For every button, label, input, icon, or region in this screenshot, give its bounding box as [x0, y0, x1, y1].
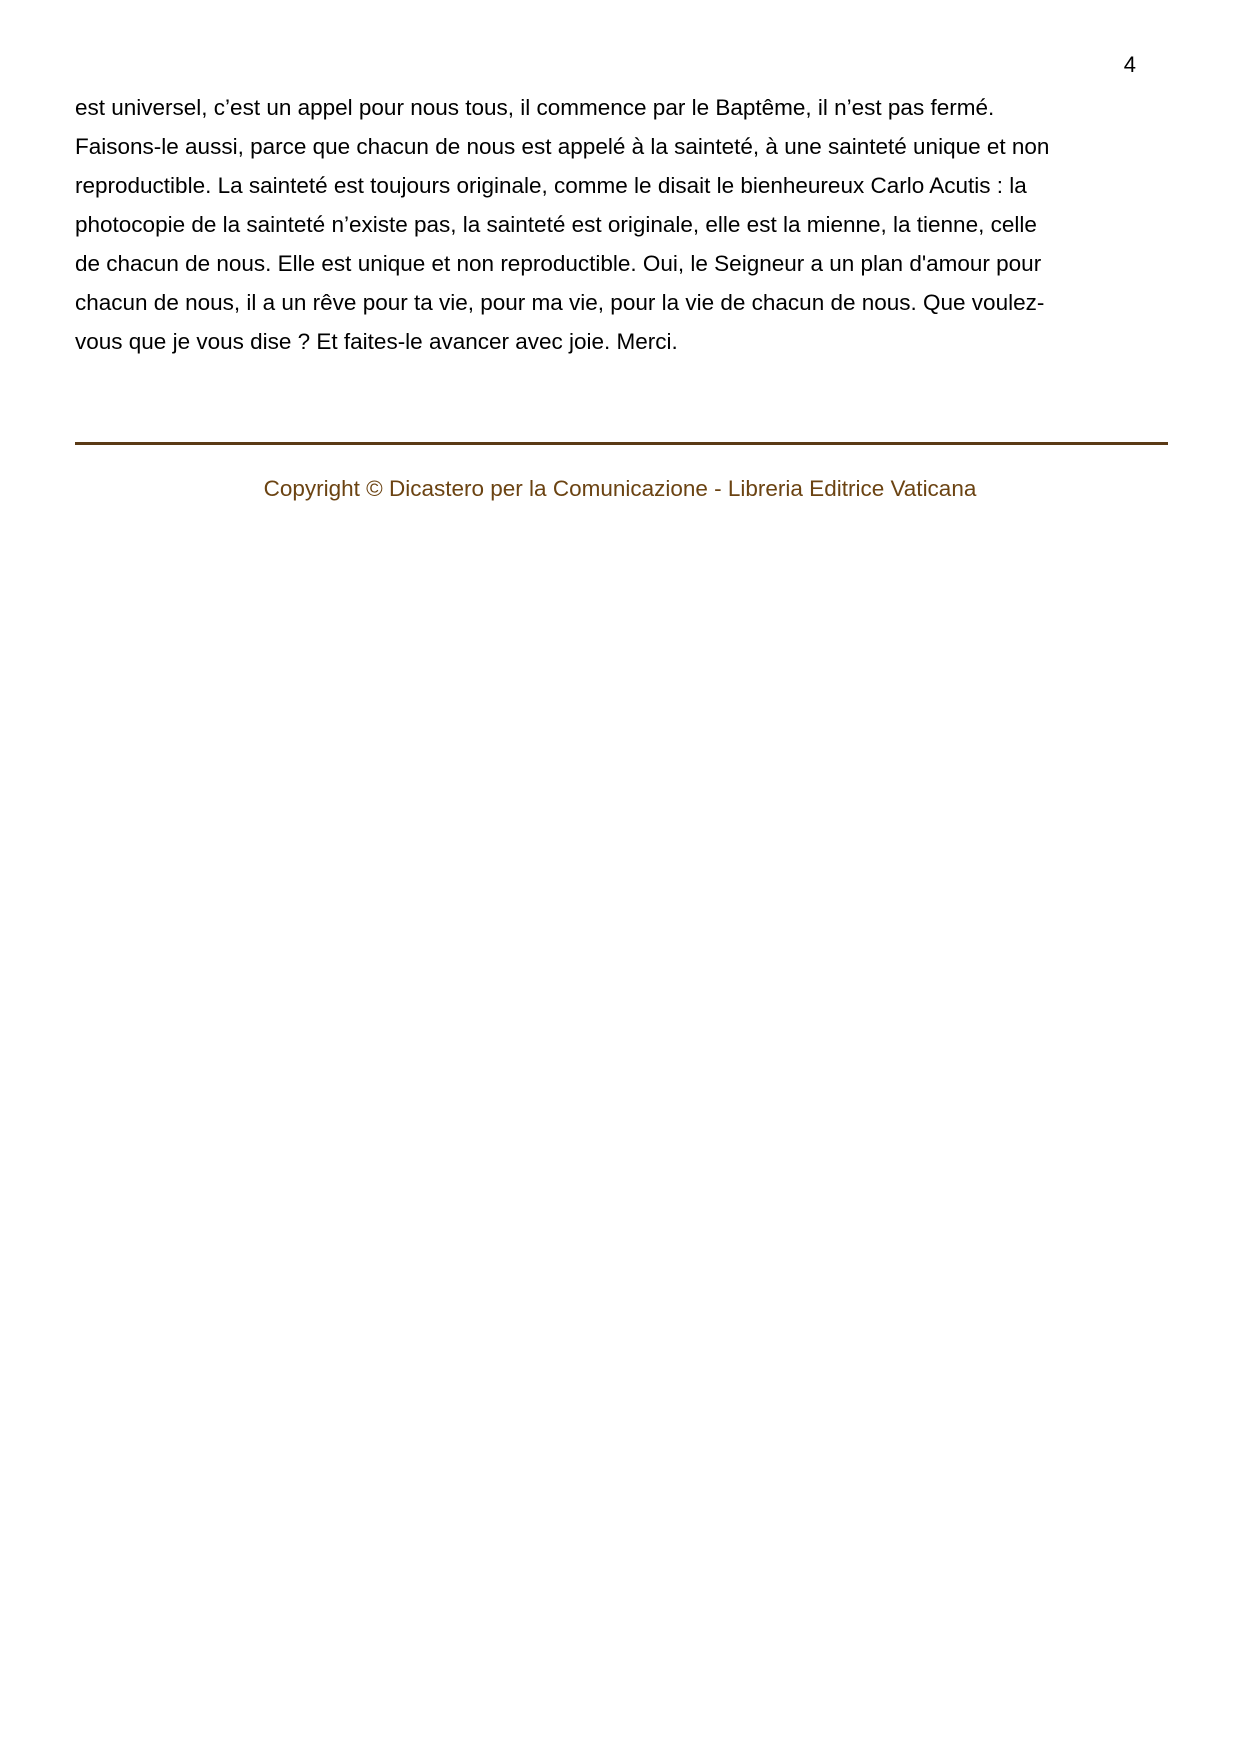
body-line: vous que je vous dise ? Et faites-le avancer avec joie. Merci. [75, 329, 678, 354]
body-line: reproductible. La sainteté est toujours originale, comme le disait le bienheureux Carlo Acutis : la [75, 173, 1027, 198]
copyright-notice: Copyright © Dicastero per la Comunicazione - Libreria Editrice Vaticana [263, 476, 977, 501]
body-line: chacun de nous, il a un rêve pour ta vie, pour ma vie, pour la vie de chacun de nous. Que voulez- [75, 290, 1045, 315]
page-number: 4 [1123, 52, 1136, 77]
body-line: de chacun de nous. Elle est unique et non reproductible. Oui, le Seigneur a un plan d'amour pour [75, 251, 1042, 276]
body-paragraph [75, 88, 1171, 361]
body-line: est universel, c’est un appel pour nous tous, il commence par le Baptême, il n’est pas fermé. [75, 95, 995, 120]
body-line: photocopie de la sainteté n’existe pas, la sainteté est originale, elle est la mienne, la tienne, celle [75, 212, 1037, 237]
body-line: Faisons-le aussi, parce que chacun de nous est appelé à la sainteté, à une sainteté unique et non [75, 134, 1050, 159]
footer-divider [75, 442, 1168, 445]
